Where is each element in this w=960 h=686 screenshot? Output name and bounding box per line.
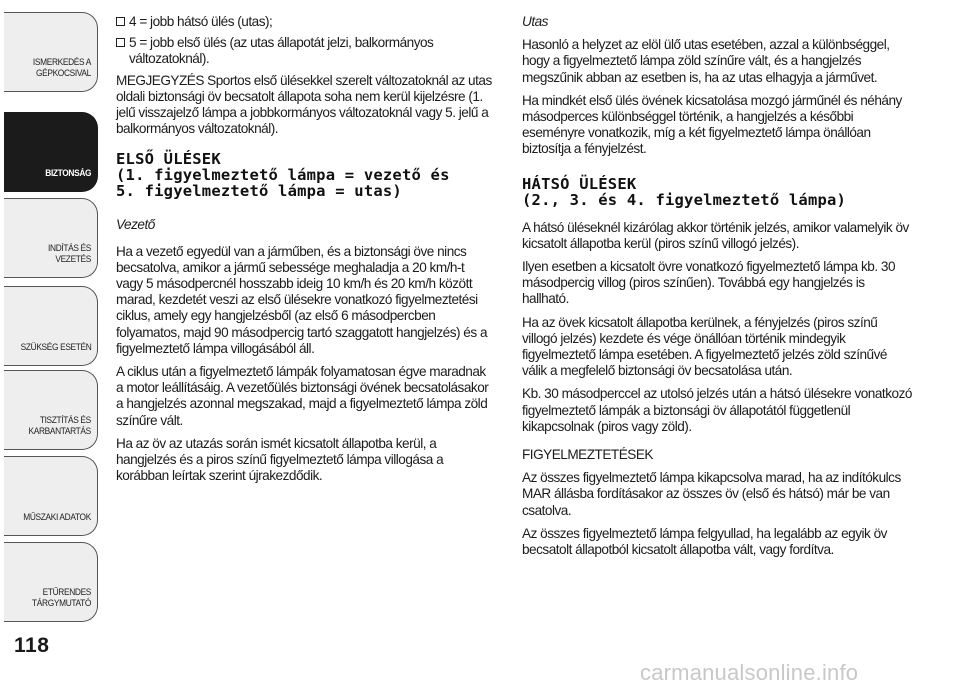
- paragraph: Ha mindkét első ülés övének kicsatolása mozgó járműnél és néhány másodperces különbséggel történik, a hangjelzés a későbbi eseményre vonatkozik, míg a két figyelmeztető lámpa önállóan biztosítja a fényjelzést.: [522, 92, 902, 157]
- tab-label: ISMERKEDÉS A GÉPKOCSIVAL: [32, 57, 91, 79]
- checkbox-bullet-icon: [116, 38, 125, 47]
- tab-label: BIZTONSÁG: [45, 168, 91, 179]
- warning-paragraph: Az összes figyelmeztető lámpa felgyullad, ha legalább az egyik öv becsatolt állapotból kicsatolt állapotba vált, vagy fordítva.: [522, 525, 887, 558]
- paragraph: A ciklus után a figyelmeztető lámpák folyamatosan égve maradnak a motor leállításáig. A vezetőülés biztonsági övének becsatolásakor a hangjelzés azonnal megszakad, majd a figyelmeztető lámpa zöld színűre vált.: [116, 364, 489, 428]
- paragraph: Ha az öv az utazás során ismét kicsatolt állapotba kerül, a hangjelzés és a piros színű figyelmeztető lámpa villogása a korábban leírtak szerint újrakezdődik.: [116, 435, 444, 484]
- left-column: [116, 14, 494, 491]
- warnings-title: FIGYELMEZTETÉSEK: [522, 447, 653, 463]
- paragraph: Hasonló a helyzet az elöl ülő utas esetében, azzal a különbséggel, hogy a figyelmeztető lámpa zöld színűre vált, és a hangjelzés megszűnik abban az esetben is, ha az utas elhagyja a járművet.: [522, 37, 890, 85]
- tab-getting-to-know[interactable]: [4, 12, 98, 92]
- list-item: [116, 14, 494, 30]
- subheading-passenger: Utas: [522, 14, 548, 29]
- paragraph: Kb. 30 másodperccel az utolsó jelzés után a hátsó ülésekre vonatkozó figyelmeztető lámpák a biztonsági öv állapotától függetlenül kikapcsolnak (piros vagy zöld).: [522, 386, 912, 434]
- tab-label: INDÍTÁS ÉS VEZETÉS: [48, 243, 91, 265]
- tab-index[interactable]: [4, 542, 98, 622]
- tab-starting-driving[interactable]: [4, 198, 98, 278]
- checkbox-bullet-icon: [116, 17, 125, 26]
- page-number: 118: [14, 634, 50, 657]
- list-item: [116, 35, 494, 67]
- paragraph: A hátsó üléseknél kizárólag akkor történik jelzés, amikor valamelyik öv kicsatolt állapotba kerül (piros színű villogó jelzés).: [522, 219, 909, 251]
- warning-paragraph: Az összes figyelmeztető lámpa kikapcsolva marad, ha az indítókulcs MAR állásba fordításakor az összes öv (első és hátsó) már be van csatolva.: [522, 470, 901, 518]
- note-paragraph: MEGJEGYZÉS Sportos első ülésekkel szerelt változatoknál az utas oldali biztonsági öv becsatolt állapota soha nem kerül kijelzésre (1. jelű visszajelző lámpa a jobbkormányos változatoknál vagy 5. jelű a balkormányos változatoknál).: [116, 72, 492, 137]
- tab-label: SZÜKSÉG ESETÉN: [20, 342, 91, 353]
- paragraph: Ha a vezető egyedül van a járműben, és a biztonsági öve nincs becsatolva, amikor a jármű sebessége meghaladja a 20 km/h-t vagy 5 másodpercnél hosszabb ideig 10 km/h és 20 km/h között marad, kezdetét veszi az első ülésekre vonatkozó figyelmeztetési ciklus, amely egy hangjelzésből (az első 6 másodpercben folyamatos, majd 90 másodpercig tartó szaggatott hangjelzés) és a figyelmeztető lámpa villogásából áll.: [116, 243, 487, 356]
- subheading-driver: Vezető: [116, 217, 155, 233]
- section-heading-rear-seats: HÁTSÓ ÜLÉSEK (2., 3. és 4. figyelmeztető lámpa): [522, 174, 847, 209]
- list-item-text: 4 = jobb hátsó ülés (utas);: [129, 14, 273, 29]
- chapter-tabs: [0, 0, 100, 686]
- tab-label: TISZTÍTÁS ÉS KARBANTARTÁS: [28, 415, 91, 437]
- paragraph: Ilyen esetben a kicsatolt övre vonatkozó figyelmeztető lámpa kb. 30 másodpercig villog (piros színűen). Továbbá egy hangjelzés is hallható.: [522, 259, 896, 307]
- tab-maintenance[interactable]: [4, 370, 98, 450]
- tab-emergency[interactable]: [4, 286, 98, 366]
- tab-technical-data[interactable]: [4, 456, 98, 536]
- right-column: [522, 14, 912, 565]
- list-item-text: 5 = jobb első ülés (az utas állapotát jelzi, balkormányos változatoknál).: [129, 35, 434, 67]
- section-heading-front-seats: ELSŐ ÜLÉSEK (1. figyelmeztető lámpa = vezető és 5. figyelmeztető lámpa = utas): [116, 150, 450, 201]
- watermark: carmanualsonline.info: [640, 660, 859, 685]
- tab-label: ETŰRENDES TÁRGYMUTATÓ: [32, 587, 91, 609]
- tab-label: MŰSZAKI ADATOK: [23, 512, 91, 523]
- tab-safety[interactable]: [4, 112, 98, 192]
- paragraph: Ha az övek kicsatolt állapotba kerülnek, a fényjelzés (piros színű villogó jelzés) kezdete és vége önállóan történik mindegyik figyelmeztető lámpa esetében. A figyelmeztető jelzés zöld színűvé válik a megfelelő biztonsági öv becsatolása után.: [522, 314, 887, 379]
